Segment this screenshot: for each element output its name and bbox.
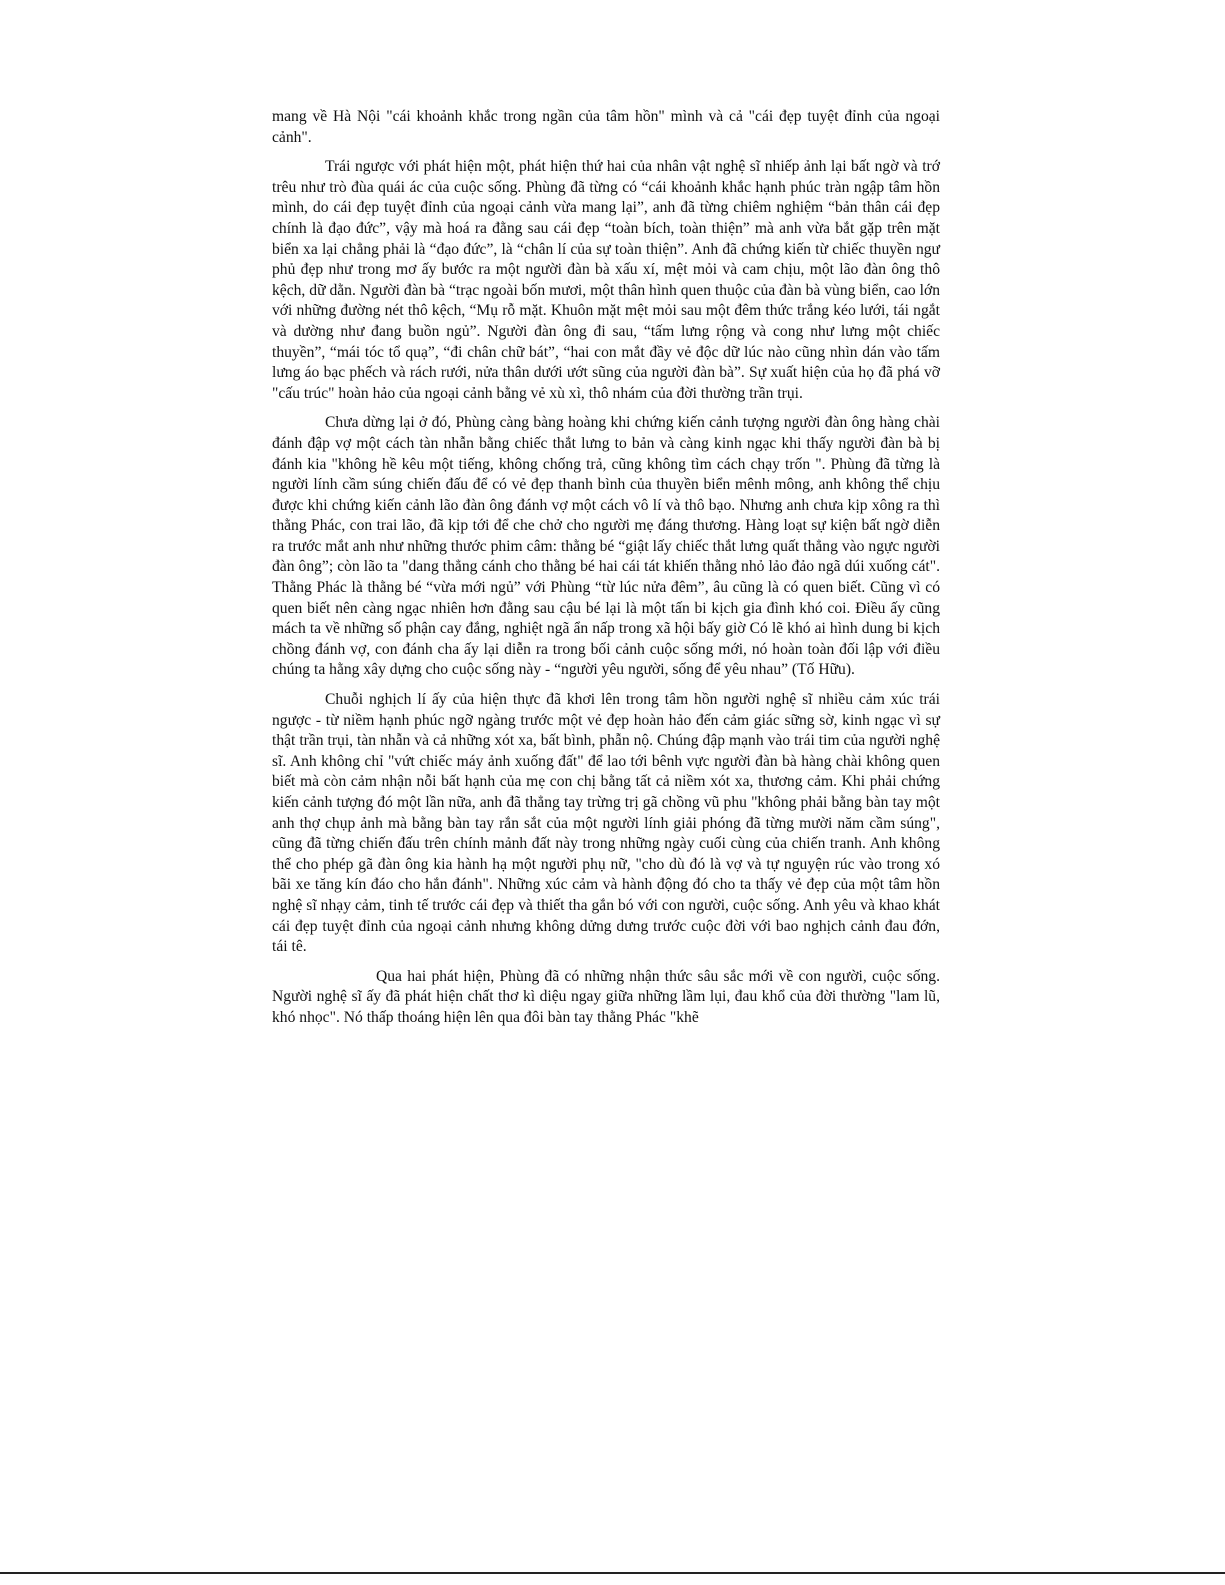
paragraph-3: Chưa dừng lại ở đó, Phùng càng bàng hoàng khi chứng kiến cảnh tượng người đàn ông hàng chài đánh đập vợ một cách tàn nhẫn bằng chiếc thắt lưng to bản và càng kinh ngạc khi thấy người đàn bà bị đánh kia "không hề kêu một tiếng, không chống trả, cũng không tìm cách chạy trốn ". Phùng đã từng là người lính cầm súng chiến đấu để có vẻ đẹp thanh bình của thuyền biển mênh mông, anh không thể chịu được khi chứng kiến cảnh lão đàn ông đánh vợ một cách vô lí và thô bạo. Nhưng anh chưa kịp xông ra thì thằng Phác, con trai lão, đã kịp tới để che chở cho người mẹ đáng thương. Hàng loạt sự kiện bất ngờ diễn ra trước mắt anh như những thước phim câm: thằng bé “giật lấy chiếc thắt lưng quất thẳng vào ngực người đàn ông”; còn lão ta "dang thẳng cánh cho thằng bé hai cái tát khiến thằng nhỏ lảo đảo ngã dúi xuống cát". Thằng Phác là thằng bé “vừa mới ngủ” với Phùng “từ lúc nửa đêm”, âu cũng là có quen biết. Cũng vì có quen biết nên càng ngạc nhiên hơn đằng sau cậu bé lại là một tấn bi kịch gia đình khó coi. Điều ấy cũng mách ta về những số phận cay đắng, nghiệt ngã ẩn nấp trong xã hội bấy giờ Có lẽ khó ai hình dung bi kịch chồng đánh vợ, con đánh cha ấy lại diễn ra trong bối cảnh cuộc sống mới, nó hoàn toàn đối lập với điều chúng ta hằng xây dựng cho cuộc sống này - “người yêu người, sống để yêu nhau” (Tố Hữu). [272, 414, 940, 679]
document-page [272, 107, 940, 1038]
paragraph-2: Trái ngược với phát hiện một, phát hiện thứ hai của nhân vật nghệ sĩ nhiếp ảnh lại bất ngờ và trớ trêu như trò đùa quái ác của cuộc sống. Phùng đã từng có “cái khoảnh khắc hạnh phúc tràn ngập tâm hồn mình, do cái đẹp tuyệt đỉnh của ngoại cảnh vừa mang lại”, anh đã từng chiêm nghiệm “bản thân cái đẹp chính là đạo đức”, vậy mà hoá ra đằng sau cái đẹp “toàn bích, toàn thiện” mà anh vừa bắt gặp trên mặt biển xa lại chẳng phải là “đạo đức”, là “chân lí của sự toàn thiện”. Anh đã chứng kiến từ chiếc thuyền ngư phủ đẹp như trong mơ ấy bước ra một người đàn bà xấu xí, mệt mỏi và cam chịu, một lão đàn ông thô kệch, dữ dằn. Người đàn bà “trạc ngoài bốn mươi, một thân hình quen thuộc của đàn bà vùng biển, cao lớn với những đường nét thô kệch, “Mụ rỗ mặt. Khuôn mặt mệt mỏi sau một đêm thức trắng kéo lưới, tái ngắt và dường như đang buồn ngủ”. Người đàn ông đi sau, “tấm lưng rộng và cong như lưng một chiếc thuyền”, “mái tóc tổ quạ”, “đi chân chữ bát”, “hai con mắt đầy vẻ độc dữ lúc nào cũng nhìn dán vào tấm lưng áo bạc phếch và rách rưới, nửa thân dưới ướt sũng của người đàn bà”. Sự xuất hiện của họ đã phá vỡ "cấu trúc" hoàn hảo của ngoại cảnh bằng vẻ xù xì, thô nhám của đời thường trần trụi. [272, 158, 940, 402]
paragraph-5: Qua hai phát hiện, Phùng đã có những nhận thức sâu sắc mới về con người, cuộc sống. Người nghệ sĩ ấy đã phát hiện chất thơ kì diệu ngay giữa những lầm lụi, đau khổ của đời thường "lam lũ, khó nhọc". Nó thấp thoáng hiện lên qua đôi bàn tay thằng Phác "khẽ [272, 967, 940, 1026]
page-bottom-border [0, 1572, 1225, 1574]
paragraph-4: Chuỗi nghịch lí ấy của hiện thực đã khơi lên trong tâm hồn người nghệ sĩ nhiều cảm xúc trái ngược - từ niềm hạnh phúc ngỡ ngàng trước một vẻ đẹp hoàn hảo đến cảm giác sững sờ, kinh ngạc vì sự thật trần trụi, tàn nhẫn và cả những xót xa, bất bình, phẫn nộ. Chúng đập mạnh vào trái tim của người nghệ sĩ. Anh không chỉ "vứt chiếc máy ảnh xuống đất" để lao tới bênh vực người đàn bà hàng chài không quen biết mà còn cảm nhận nỗi bất hạnh của mẹ con chị bằng tất cả niềm xót xa, thương cảm. Khi phải chứng kiến cảnh tượng đó một lần nữa, anh đã thẳng tay trừng trị gã chồng vũ phu "không phải bằng bàn tay một anh thợ chụp ảnh mà bằng bàn tay rắn sắt của một người lính giải phóng đã từng mười năm cầm súng", cũng đã từng chiến đấu trên chính mảnh đất này trong những ngày cuối cùng của chiến tranh. Anh không thể cho phép gã đàn ông kia hành hạ một người phụ nữ, "cho dù đó là vợ và tự nguyện rúc vào trong xó bãi xe tăng kín đáo cho hắn đánh". Những xúc cảm và hành động đó cho ta thấy vẻ đẹp của một tâm hồn nghệ sĩ nhạy cảm, tinh tế trước cái đẹp và thiết tha gắn bó với con người, cuộc sống. Anh yêu và khao khát cái đẹp tuyệt đỉnh của ngoại cảnh nhưng không dửng dưng trước cuộc đời với bao nghịch cảnh đau đớn, tái tê. [272, 691, 940, 956]
paragraph-1: mang về Hà Nội "cái khoảnh khắc trong ngần của tâm hồn" mình và cả "cái đẹp tuyệt đỉnh của ngoại cảnh". [272, 108, 940, 146]
